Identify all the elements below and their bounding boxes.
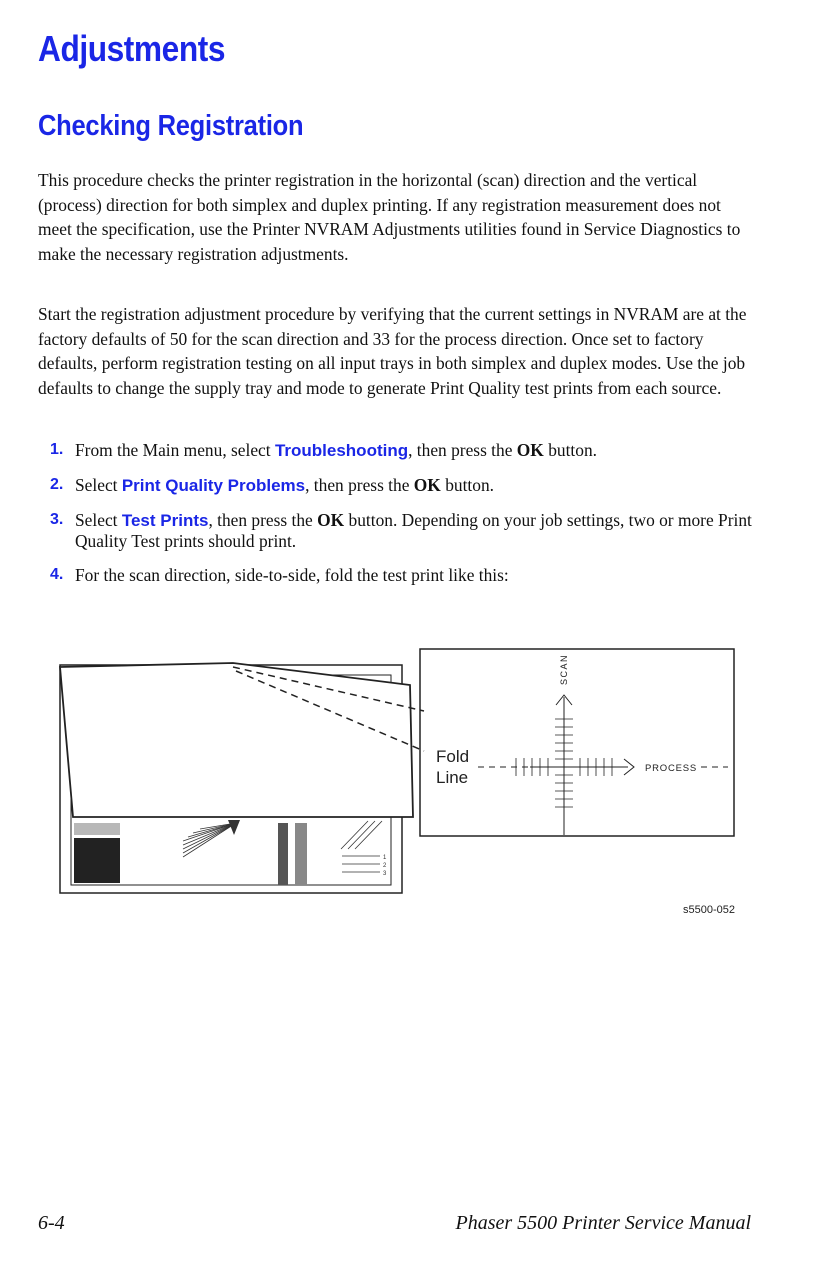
step-number: 3. bbox=[50, 511, 64, 528]
step-number: 4. bbox=[50, 566, 64, 583]
procedure-steps bbox=[38, 440, 754, 585]
figure-code: s5500-052 bbox=[683, 904, 735, 916]
step-2: 2. Select Print Quality Problems, then press the OK button. bbox=[50, 475, 494, 495]
step-4: 4. For the scan direction, side-to-side, fold the test print like this: bbox=[50, 565, 509, 585]
fold-label: Fold bbox=[436, 747, 470, 766]
black-patch bbox=[74, 838, 120, 883]
page-number: 6-4 bbox=[38, 1212, 65, 1234]
menu-troubleshooting: Troubleshooting bbox=[274, 441, 409, 460]
fold-test-print-figure bbox=[58, 645, 738, 900]
step-number: 2. bbox=[50, 476, 64, 493]
section-title: Checking Registration bbox=[38, 110, 304, 142]
fold-illustration bbox=[58, 645, 738, 900]
line-label: Line bbox=[436, 768, 469, 787]
ok-keyword: OK bbox=[413, 475, 441, 495]
gray-bar bbox=[295, 823, 307, 885]
dark-bar bbox=[278, 823, 288, 885]
process-label: PROCESS bbox=[645, 763, 698, 774]
step-3: 3. Select Test Prints, then press the OK button. Depending on your job settings, two or more Print Quality Test prints should print. bbox=[50, 510, 752, 551]
ok-keyword: OK bbox=[516, 440, 544, 460]
menu-test-prints: Test Prints bbox=[121, 511, 209, 530]
gray-patch bbox=[74, 823, 120, 835]
step-1: 1. From the Main menu, select Troubleshooting, then press the OK button. bbox=[50, 440, 597, 460]
scale-number: 3 bbox=[383, 871, 387, 877]
intro-paragraph: This procedure checks the printer registration in the horizontal (scan) direction and the vertical (process) direction for both simplex and duplex printing. If any registration measurement does not meet the specification, use the Printer NVRAM Adjustments utilities found in Service Diagnostics to make the necessary registration adjustments. bbox=[38, 170, 741, 264]
scale-number: 2 bbox=[383, 863, 387, 869]
menu-print-quality-problems: Print Quality Problems bbox=[121, 476, 306, 495]
procedure-paragraph: Start the registration adjustment procedure by verifying that the current settings in NVRAM are at the factory defaults of 50 for the scan direction and 33 for the process direction. Once set to factory defaults, perform registration testing on all input trays in both simplex and duplex modes. Use the job defaults to change the supply tray and mode to generate Print Quality test prints from each source. bbox=[38, 304, 747, 398]
zoom-detail-box bbox=[420, 649, 734, 836]
scan-label: SCAN bbox=[559, 653, 569, 685]
scale-number: 1 bbox=[383, 855, 387, 861]
folded-flap bbox=[60, 663, 413, 817]
step-number: 1. bbox=[50, 441, 64, 458]
ok-keyword: OK bbox=[317, 510, 345, 530]
manual-title: Phaser 5500 Printer Service Manual bbox=[455, 1212, 751, 1234]
page-heading: Adjustments bbox=[38, 28, 226, 69]
